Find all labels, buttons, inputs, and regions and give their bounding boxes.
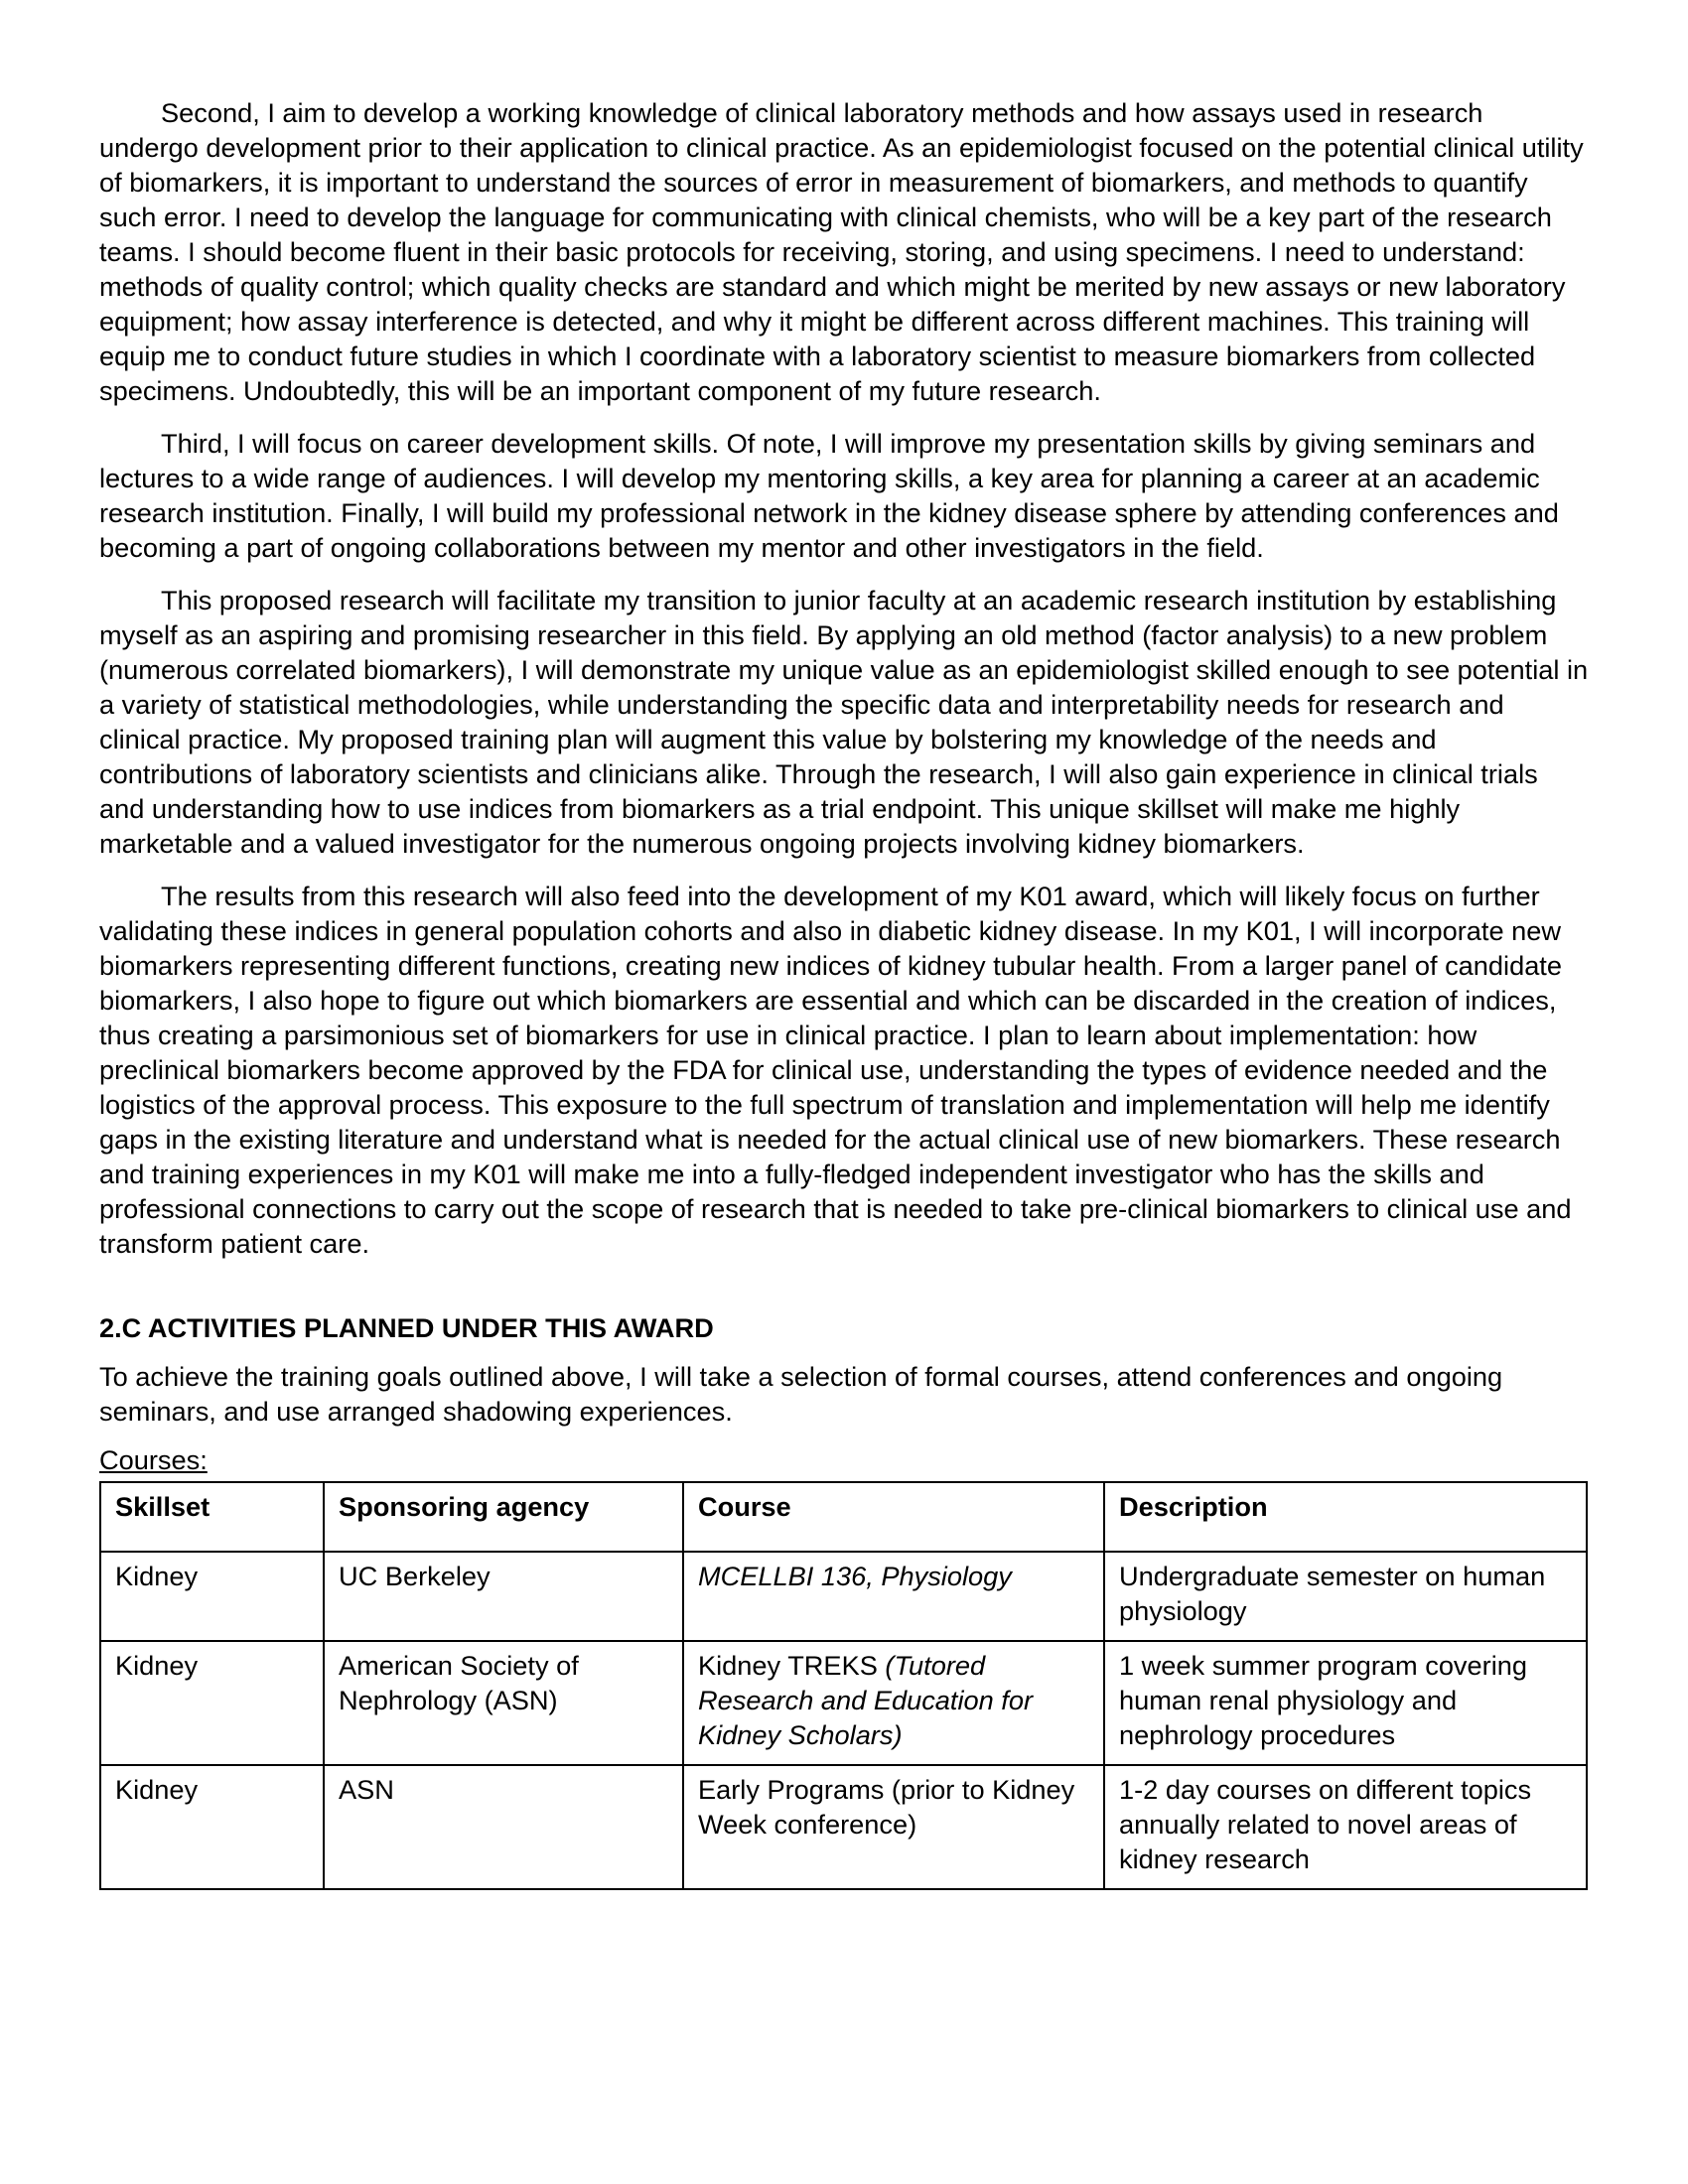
section-intro: To achieve the training goals outlined above, I will take a selection of formal courses, attend conferences and ongoing seminars, and use arranged shadowing experiences. [99,1361,1503,1427]
table-row [100,1765,1587,1889]
cell-agency: UC Berkeley [324,1552,683,1641]
course-italic-text: MCELLBI 136, Physiology [698,1561,1012,1591]
header-course: Course [683,1482,1104,1552]
header-sponsoring-agency: Sponsoring agency [324,1482,683,1552]
cell-description: 1 week summer program covering human renal physiology and nephrology procedures [1104,1641,1587,1765]
paragraph-career-skills: Third, I will focus on career development skills. Of note, I will improve my presentation skills by giving seminars and lectures to a wide range of audiences. I will develop my mentoring skills, a key area for planning a career at an academic research institution. Finally, I will build my professional network in the kidney disease sphere by attending conferences and becoming a part of ongoing collaborations between my mentor and other investigators in the field. [99,428,1559,563]
cell-description: Undergraduate semester on human physiology [1104,1552,1587,1641]
table-row [100,1641,1587,1765]
course-plain-text: Early Programs (prior to Kidney Week conference) [698,1774,1075,1840]
cell-course [683,1641,1104,1765]
paragraph-transition: This proposed research will facilitate my transition to junior faculty at an academic research institution by establishing myself as an aspiring and promising researcher in this field. By applying an old method (factor analysis) to a new problem (numerous correlated biomarkers), I will demonstrate my unique value as an epidemiologist skilled enough to see potential in a variety of statistical methodologies, while understanding the specific data and interpretability needs for research and clinical practice. My proposed training plan will augment this value by bolstering my knowledge of the needs and contributions of laboratory scientists and clinicians alike. Through the research, I will also gain experience in clinical trials and understanding how to use indices from biomarkers as a trial endpoint. This unique skillset will make me highly marketable and a valued investigator for the numerous ongoing projects involving kidney biomarkers. [99,585,1589,859]
table-row [100,1552,1587,1641]
course-italic-text: (Tutored Research and Education for Kidney Scholars) [698,1650,1034,1750]
cell-skillset: Kidney [100,1552,324,1641]
table-header-row [100,1482,1587,1552]
courses-table [99,1481,1588,1890]
section-heading: 2.C ACTIVITIES PLANNED UNDER THIS AWARD [99,1312,714,1343]
header-skillset: Skillset [100,1482,324,1552]
cell-agency: ASN [324,1765,683,1889]
cell-skillset: Kidney [100,1765,324,1889]
cell-agency: American Society of Nephrology (ASN) [324,1641,683,1765]
courses-label: Courses: [99,1444,208,1475]
paragraph-lab-methods: Second, I aim to develop a working knowledge of clinical laboratory methods and how assays used in research undergo development prior to their application to clinical practice. As an epidemiologist focused on the potential clinical utility of biomarkers, it is important to understand the sources of error in measurement of biomarkers, and methods to quantify such error. I need to develop the language for communicating with clinical chemists, who will be a key part of the research teams. I should become fluent in their basic protocols for receiving, storing, and using specimens. I need to understand: methods of quality control; which quality checks are standard and which might be merited by new assays or new laboratory equipment; how assay interference is detected, and why it might be different across different machines. This training will equip me to conduct future studies in which I coordinate with a laboratory scientist to measure biomarkers from collected specimens. Undoubtedly, this will be an important component of my future research. [99,97,1584,406]
cell-course [683,1765,1104,1889]
cell-skillset: Kidney [100,1641,324,1765]
header-description: Description [1104,1482,1587,1552]
paragraph-k01-award: The results from this research will also feed into the development of my K01 award, which will likely focus on further validating these indices in general population cohorts and also in diabetic kidney disease. In my K01, I will incorporate new biomarkers representing different functions, creating new indices of kidney tubular health. From a larger panel of candidate biomarkers, I also hope to figure out which biomarkers are essential and which can be discarded in the creation of indices, thus creating a parsimonious set of biomarkers for use in clinical practice. I plan to learn about implementation: how preclinical biomarkers become approved by the FDA for clinical use, understanding the types of evidence needed and the logistics of the approval process. This exposure to the full spectrum of translation and implementation will help me identify gaps in the existing literature and understand what is needed for the actual clinical use of new biomarkers. These research and training experiences in my K01 will make me into a fully-fledged independent investigator who has the skills and professional connections to carry out the scope of research that is needed to take pre-clinical biomarkers to clinical use and transform patient care. [99,881,1572,1259]
cell-description: 1-2 day courses on different topics annually related to novel areas of kidney research [1104,1765,1587,1889]
cell-course [683,1552,1104,1641]
course-plain-text: Kidney TREKS [698,1650,886,1681]
